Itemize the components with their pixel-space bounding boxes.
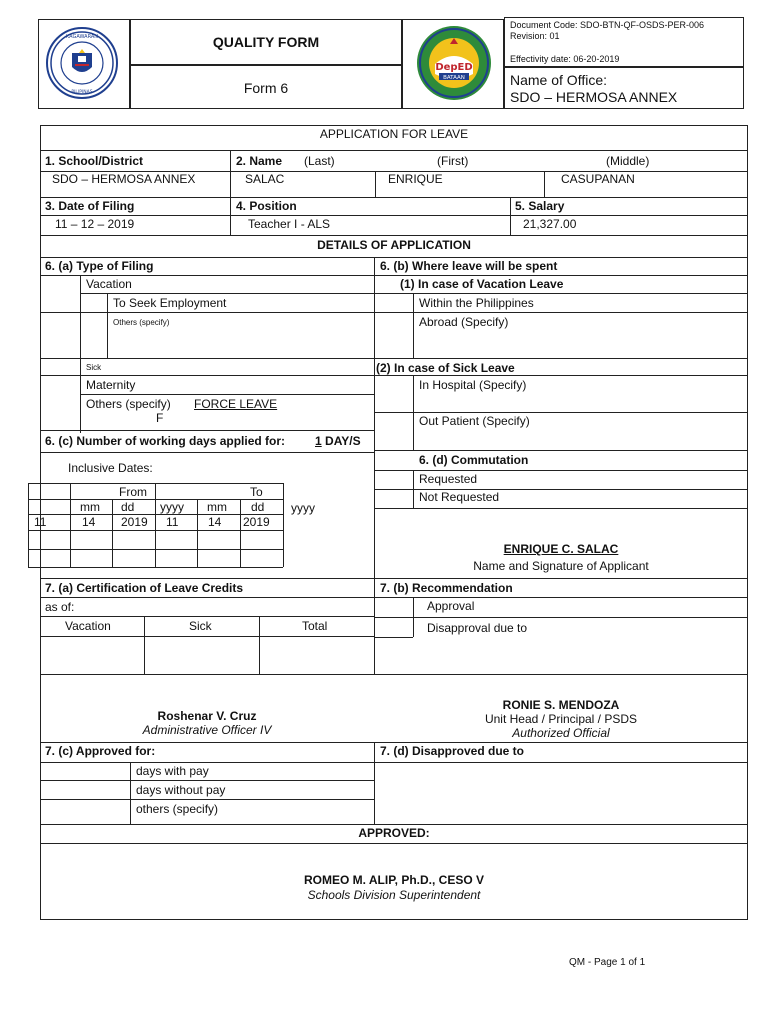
- divider: [40, 430, 374, 431]
- divider: [40, 257, 748, 258]
- divider: [40, 674, 748, 675]
- divider: [413, 293, 414, 358]
- type-of-filing-label: 6. (a) Type of Filing: [45, 259, 154, 273]
- form-number: Form 6: [243, 80, 289, 96]
- name-label: 2. Name: [236, 154, 283, 168]
- school-label: 1. School/District: [45, 154, 144, 168]
- divider: [40, 150, 748, 151]
- to-label: To: [250, 485, 263, 499]
- divider: [375, 171, 376, 197]
- to-yyyy-value[interactable]: 2019: [243, 515, 270, 529]
- last-name-label: (Last): [304, 154, 335, 168]
- divider: [130, 762, 131, 824]
- inclusive-dates-label: Inclusive Dates:: [68, 461, 153, 475]
- disapproved-label: 7. (d) Disapproved due to: [380, 744, 525, 758]
- from-yyyy-label: yyyy: [160, 500, 184, 514]
- filing-seek-employment[interactable]: To Seek Employment: [113, 296, 227, 310]
- divider: [374, 375, 748, 376]
- to-mm-label: mm: [207, 500, 227, 514]
- divider: [40, 358, 374, 359]
- sick-case-label: (2) In case of Sick Leave: [376, 361, 515, 375]
- divider: [40, 452, 374, 453]
- divider: [40, 824, 748, 825]
- salary-value[interactable]: 21,327.00: [523, 217, 577, 231]
- divider: [510, 197, 511, 235]
- divider: [40, 578, 748, 579]
- document-code: Document Code: SDO-BTN-QF-OSDS-PER-006: [510, 20, 705, 30]
- officer-title: Administrative Officer IV: [142, 723, 272, 737]
- working-days-label: 6. (c) Number of working days applied for:: [45, 434, 286, 448]
- applicant-name: ENRIQUE C. SALAC: [503, 542, 619, 556]
- position-value[interactable]: Teacher I - ALS: [248, 217, 331, 231]
- officer-name: Roshenar V. Cruz: [157, 709, 257, 723]
- spent-hospital[interactable]: In Hospital (Specify): [419, 378, 527, 392]
- commutation-requested[interactable]: Requested: [419, 472, 478, 486]
- divider: [374, 293, 748, 294]
- divider: [374, 312, 748, 313]
- divider: [374, 358, 748, 359]
- divider: [544, 171, 545, 197]
- filing-vacation[interactable]: Vacation: [86, 277, 132, 291]
- first-name-label: (First): [437, 154, 469, 168]
- middle-name-label: (Middle): [606, 154, 650, 168]
- as-of-label: as of:: [45, 600, 75, 614]
- head-role: Authorized Official: [512, 726, 610, 740]
- details-heading: DETAILS OF APPLICATION: [317, 238, 471, 252]
- effectivity-date: Effectivity date: 06-20-2019: [510, 54, 620, 64]
- divider: [197, 499, 198, 567]
- divider: [259, 616, 260, 674]
- spent-outpatient[interactable]: Out Patient (Specify): [419, 414, 530, 428]
- divider: [28, 567, 283, 568]
- divider: [40, 843, 748, 844]
- working-days-number: 1: [315, 434, 322, 448]
- divider: [40, 597, 748, 598]
- to-dd-label: dd: [251, 500, 265, 514]
- to-yyyy-label: yyyy: [291, 501, 315, 515]
- divider: [40, 215, 748, 216]
- divider: [40, 197, 748, 198]
- divider: [374, 637, 413, 638]
- divider: [40, 235, 748, 236]
- head-title: Unit Head / Principal / PSDS: [484, 712, 638, 726]
- middle-name-value[interactable]: CASUPANAN: [561, 172, 635, 186]
- divider: [40, 312, 374, 313]
- divider: [80, 293, 374, 294]
- from-mm-label: mm: [80, 500, 100, 514]
- divider: [374, 412, 748, 413]
- recommendation-label: 7. (b) Recommendation: [380, 581, 513, 595]
- divider: [144, 616, 145, 674]
- divider: [240, 499, 241, 567]
- sds-name: ROMEO M. ALIP, Ph.D., CESO V: [303, 873, 485, 887]
- salary-label: 5. Salary: [515, 199, 565, 213]
- leave-credits-label: 7. (a) Certification of Leave Credits: [45, 581, 244, 595]
- divider: [40, 762, 748, 763]
- applicant-caption: Name and Signature of Applicant: [473, 559, 649, 573]
- divider: [40, 799, 374, 800]
- from-label: From: [119, 485, 147, 499]
- days-without-pay[interactable]: days without pay: [136, 783, 226, 797]
- divider: [374, 470, 748, 471]
- credits-total-header: Total: [302, 619, 328, 633]
- filing-others[interactable]: Others (specify): [86, 397, 171, 411]
- divider: [374, 742, 375, 824]
- office-label: Name of Office:: [510, 72, 608, 88]
- to-mm-value[interactable]: 11: [166, 515, 179, 529]
- others-specify[interactable]: others (specify): [136, 802, 219, 816]
- divider: [40, 742, 748, 743]
- svg-text:DepED: DepED: [435, 62, 473, 73]
- svg-text:PILIPINAS: PILIPINAS: [71, 90, 93, 95]
- credits-sick-header: Sick: [189, 619, 212, 633]
- from-yyyy-value[interactable]: 2019: [121, 515, 148, 529]
- office-name: SDO – HERMOSA ANNEX: [510, 89, 678, 105]
- vacation-case-label: (1) In case of Vacation Leave: [400, 277, 564, 291]
- credits-vacation-header: Vacation: [65, 619, 111, 633]
- divider: [40, 780, 374, 781]
- divider: [230, 197, 231, 235]
- divider: [40, 636, 374, 637]
- filing-sick[interactable]: Sick: [86, 363, 102, 372]
- form-title: QUALITY FORM: [212, 34, 320, 50]
- svg-text:KAGAWARAN: KAGAWARAN: [65, 34, 99, 40]
- sds-title: Schools Division Superintendent: [307, 888, 481, 902]
- commutation-not-requested[interactable]: Not Requested: [419, 490, 500, 504]
- last-name-value[interactable]: SALAC: [245, 172, 285, 186]
- approved-for-label: 7. (c) Approved for:: [45, 744, 156, 758]
- center-divider: [374, 257, 375, 675]
- deped-seal-logo: [46, 27, 118, 99]
- divider: [80, 394, 374, 395]
- deped-seal-graphic: [48, 29, 116, 97]
- to-dd-value[interactable]: 14: [208, 515, 222, 529]
- divider: [107, 293, 108, 358]
- divider: [283, 483, 284, 567]
- recommend-disapproval[interactable]: Disapproval due to: [427, 621, 528, 635]
- filing-others-small[interactable]: Others (specify): [113, 318, 170, 327]
- division-seal-logo: [417, 26, 491, 100]
- svg-text:BATAAN: BATAAN: [443, 75, 465, 81]
- school-value[interactable]: SDO – HERMOSA ANNEX: [52, 172, 196, 186]
- spent-abroad[interactable]: Abroad (Specify): [419, 315, 509, 329]
- revision: Revision: 01: [510, 31, 560, 41]
- divider: [80, 275, 81, 433]
- days-with-pay[interactable]: days with pay: [136, 764, 209, 778]
- filing-others-value-2: F: [156, 411, 164, 425]
- approved-heading: APPROVED:: [358, 826, 430, 840]
- divider: [112, 499, 113, 567]
- divider: [374, 450, 748, 451]
- divider: [40, 375, 374, 376]
- divider: [40, 275, 748, 276]
- filing-maternity[interactable]: Maternity: [86, 378, 136, 392]
- divider: [28, 483, 29, 567]
- spent-within-philippines[interactable]: Within the Philippines: [419, 296, 534, 310]
- divider: [70, 483, 71, 567]
- divider: [374, 508, 748, 509]
- from-mm-value[interactable]: 11: [34, 515, 47, 529]
- divider: [155, 483, 156, 567]
- working-days-value[interactable]: [315, 435, 361, 447]
- recommend-approval[interactable]: Approval: [427, 599, 475, 613]
- date-filing-label: 3. Date of Filing: [45, 199, 135, 213]
- from-dd-value[interactable]: 14: [82, 515, 96, 529]
- head-name: RONIE S. MENDOZA: [502, 698, 620, 712]
- divider: [230, 150, 231, 197]
- page-footer: QM - Page 1 of 1: [569, 957, 646, 968]
- form-heading: APPLICATION FOR LEAVE: [319, 127, 469, 141]
- where-spent-label: 6. (b) Where leave will be spent: [380, 259, 558, 273]
- from-dd-label: dd: [121, 500, 135, 514]
- divider: [374, 617, 748, 618]
- divider: [40, 616, 374, 617]
- date-filing-value[interactable]: 11 – 12 – 2019: [55, 217, 135, 231]
- position-label: 4. Position: [236, 199, 297, 213]
- filing-others-value[interactable]: FORCE LEAVE: [194, 397, 278, 411]
- working-days-unit: DAY/S: [321, 434, 361, 448]
- first-name-value[interactable]: ENRIQUE: [388, 172, 443, 186]
- commutation-label: 6. (d) Commutation: [419, 453, 529, 467]
- division-seal-graphic: [417, 26, 491, 100]
